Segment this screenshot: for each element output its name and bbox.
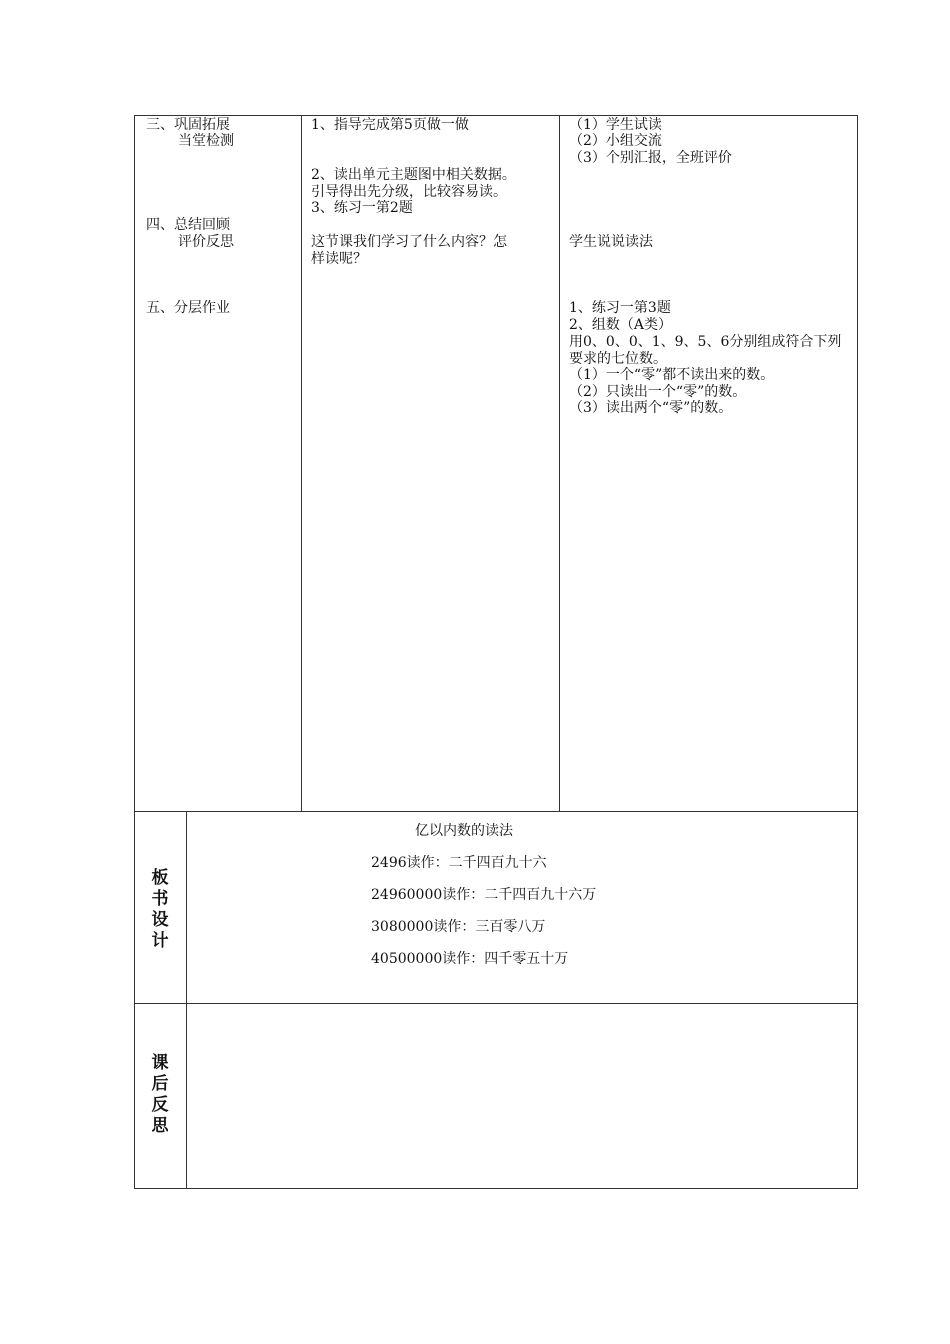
label-char: 后: [151, 1074, 169, 1094]
student-line: （2）小组交流: [569, 133, 662, 149]
label-char: 思: [151, 1116, 169, 1136]
student-line: （3）个别汇报，全班评价: [569, 150, 732, 166]
stage-4-subtitle: 评价反思: [178, 234, 234, 250]
reflection-content: [187, 1004, 857, 1188]
student-line: 要求的七位数。: [569, 351, 667, 367]
table-right-border: [857, 115, 858, 1189]
board-line: 2496读作：二千四百九十六: [371, 855, 547, 871]
board-line: 3080000读作：三百零八万: [371, 919, 546, 935]
board-line: 24960000读作：二千四百九十六万: [371, 887, 597, 903]
student-line: 学生说说读法: [569, 234, 653, 250]
table-divider-board: [134, 811, 858, 812]
label-char: 课: [151, 1053, 169, 1073]
column-divider-1: [301, 115, 302, 812]
student-line: （3）读出两个“零”的数。: [569, 400, 733, 416]
student-line: 1、练习一第3题: [569, 300, 671, 316]
label-char: 设: [151, 910, 169, 930]
board-design-label: [150, 868, 170, 952]
stage-3-subtitle: 当堂检测: [178, 133, 234, 149]
student-line: （2）只读出一个“零”的数。: [569, 384, 747, 400]
board-title: 亿以内数的读法: [415, 823, 513, 839]
board-line: 40500000读作：四千零五十万: [371, 951, 569, 967]
label-char: 反: [151, 1095, 169, 1115]
teacher-line: 3、练习一第2题: [311, 200, 413, 216]
teacher-line: 2、读出单元主题图中相关数据。: [311, 167, 516, 183]
label-char: 书: [151, 889, 169, 909]
column-divider-2: [559, 115, 560, 812]
stage-5-title: 五、分层作业: [146, 300, 230, 316]
student-line: 2、组数（A类）: [569, 317, 673, 333]
table-left-border: [134, 115, 135, 1189]
teacher-line: 这节课我们学习了什么内容？怎: [311, 234, 507, 250]
label-char: 板: [151, 868, 169, 888]
table-bottom-border: [134, 1188, 858, 1189]
teacher-line: 样读呢？: [311, 251, 367, 267]
table-top-border: [134, 115, 858, 116]
teacher-line: 1、指导完成第5页做一做: [311, 117, 469, 133]
reflection-label: [150, 1053, 170, 1137]
label-char: 计: [151, 931, 169, 951]
teacher-line: 引导得出先分级，比较容易读。: [311, 184, 507, 200]
student-line: （1）学生试读: [569, 117, 662, 133]
stage-4-title: 四、总结回顾: [146, 217, 230, 233]
stage-3-title: 三、巩固拓展: [146, 117, 230, 133]
student-line: （1）一个“零”都不读出来的数。: [569, 367, 775, 383]
student-line: 用0、0、0、1、9、5、6分别组成符合下列: [569, 334, 842, 350]
